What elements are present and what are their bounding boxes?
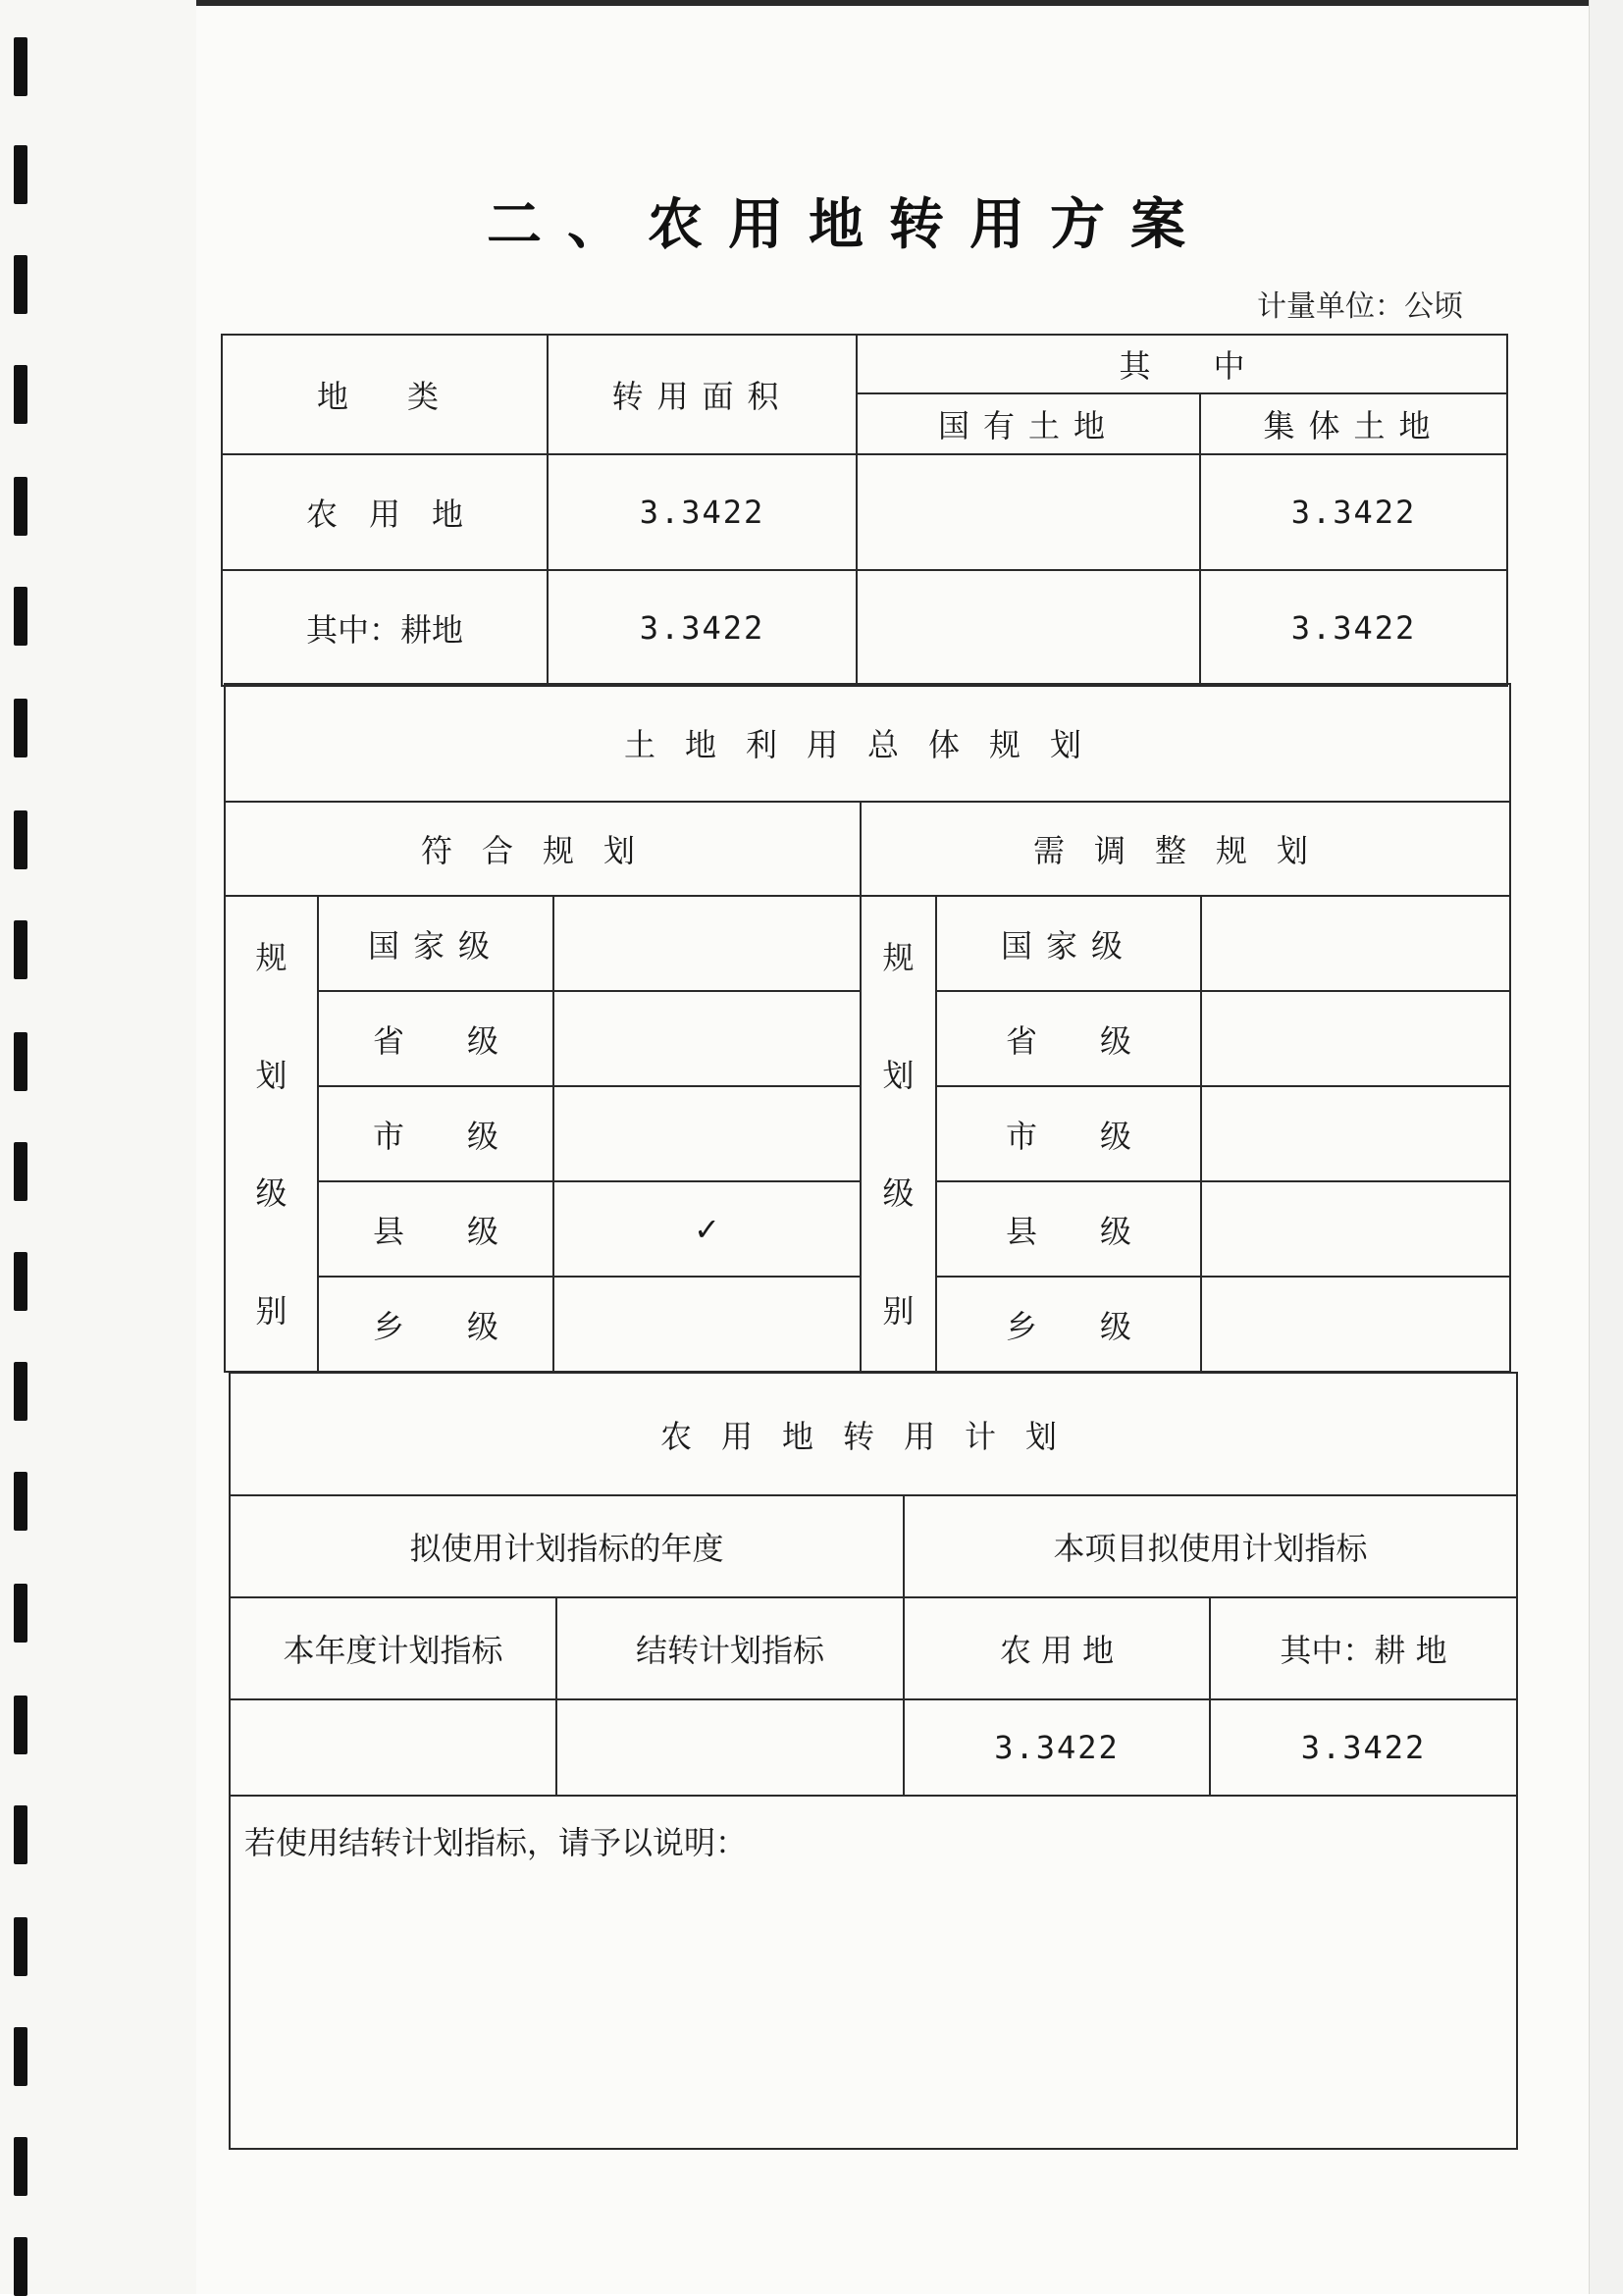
header-carryover-indicator: 结转计划指标 (556, 1597, 904, 1699)
unit-label: 计量单位：公顷 (1257, 289, 1463, 324)
binding-mark (14, 1252, 27, 1311)
conversion-area-table (221, 334, 1508, 687)
binding-mark (14, 1696, 27, 1754)
adjust-level-provincial: 省 级 (936, 991, 1201, 1086)
adjust-level-township: 乡 级 (936, 1277, 1201, 1372)
binding-mark (14, 1472, 27, 1531)
vertical-char: 划 (882, 1056, 915, 1094)
plan-arable-value: 3.3422 (1210, 1699, 1517, 1796)
vertical-char: 级 (255, 1174, 288, 1212)
carryover-note-label: 若使用结转计划指标，请予以说明： (244, 1824, 748, 1861)
conform-municipal-value (553, 1086, 861, 1181)
arable-state-value (857, 570, 1200, 686)
binding-mark (14, 2027, 27, 2086)
binding-mark (14, 37, 27, 96)
adjust-municipal-value (1201, 1086, 1510, 1181)
binding-mark (14, 587, 27, 646)
conform-provincial-value (553, 991, 861, 1086)
level-municipal: 市 级 (318, 1086, 553, 1181)
level-provincial: 省 级 (318, 991, 553, 1086)
vertical-label-plan-level (225, 896, 318, 1372)
scan-right-edge (1589, 0, 1623, 2294)
header-land-use-plan: 土地利用总体规划 (225, 684, 1510, 802)
binding-mark (14, 1584, 27, 1643)
farmland-area-value: 3.3422 (548, 454, 857, 570)
conform-national-value (553, 896, 861, 991)
binding-mark (14, 1805, 27, 1864)
header-farmland: 农 用 地 (904, 1597, 1210, 1699)
binding-mark (14, 255, 27, 314)
table-row (230, 1699, 1517, 1796)
header-collective-land: 集体土地 (1200, 393, 1507, 454)
binding-mark (14, 2137, 27, 2196)
header-of-which: 其 中 (857, 335, 1507, 393)
binding-mark (14, 1917, 27, 1976)
vertical-char: 规 (255, 938, 288, 976)
table-row (222, 454, 1507, 570)
adjust-level-county: 县 级 (936, 1181, 1201, 1277)
header-conversion-area: 转用面积 (548, 335, 857, 454)
vertical-char: 别 (255, 1291, 288, 1330)
vertical-label-plan-level-adjust (861, 896, 936, 1372)
binding-mark (14, 1032, 27, 1091)
plan-farmland-value: 3.3422 (904, 1699, 1210, 1796)
binding-mark (14, 1142, 27, 1201)
row-label-arable: 其中：耕地 (222, 570, 548, 686)
header-current-year-indicator: 本年度计划指标 (230, 1597, 556, 1699)
table-row (222, 570, 1507, 686)
arable-collective-value: 3.3422 (1200, 570, 1507, 686)
arable-area-value: 3.3422 (548, 570, 857, 686)
carryover-indicator-value (556, 1699, 904, 1796)
row-label-farmland: 农 用 地 (222, 454, 548, 570)
adjust-level-municipal: 市 级 (936, 1086, 1201, 1181)
level-national: 国家级 (318, 896, 553, 991)
vertical-char: 规 (882, 938, 915, 976)
binding-mark (14, 699, 27, 757)
scan-top-edge (0, 0, 1623, 6)
binding-mark (14, 365, 27, 424)
vertical-char: 级 (882, 1174, 915, 1212)
conversion-plan-table (229, 1372, 1518, 2150)
conform-township-value (553, 1277, 861, 1372)
header-project-indicator: 本项目拟使用计划指标 (904, 1495, 1517, 1597)
header-conversion-plan: 农用地转用计划 (230, 1373, 1517, 1495)
header-state-land: 国有土地 (857, 393, 1200, 454)
header-arable-land: 其中：耕 地 (1210, 1597, 1517, 1699)
conform-county-checkmark: ✓ (553, 1181, 861, 1277)
binding-mark (14, 810, 27, 869)
farmland-collective-value: 3.3422 (1200, 454, 1507, 570)
vertical-char: 划 (255, 1056, 288, 1094)
adjust-county-value (1201, 1181, 1510, 1277)
carryover-note-cell (230, 1796, 1517, 2149)
header-land-type: 地 类 (222, 335, 548, 454)
binding-mark (14, 2237, 27, 2296)
header-conform-plan: 符合规划 (225, 802, 861, 896)
header-plan-year: 拟使用计划指标的年度 (230, 1495, 904, 1597)
current-year-indicator-value (230, 1699, 556, 1796)
vertical-char: 别 (882, 1291, 915, 1330)
header-adjust-plan: 需调整规划 (861, 802, 1510, 896)
adjust-township-value (1201, 1277, 1510, 1372)
adjust-national-value (1201, 896, 1510, 991)
adjust-provincial-value (1201, 991, 1510, 1086)
binding-mark (14, 920, 27, 979)
binding-strip (0, 0, 196, 2294)
binding-mark (14, 477, 27, 536)
land-use-plan-table (224, 683, 1511, 1373)
farmland-state-value (857, 454, 1200, 570)
page-title: 二、农用地转用方案 (487, 193, 1211, 257)
binding-mark (14, 1362, 27, 1421)
adjust-level-national: 国家级 (936, 896, 1201, 991)
level-county: 县 级 (318, 1181, 553, 1277)
level-township: 乡 级 (318, 1277, 553, 1372)
